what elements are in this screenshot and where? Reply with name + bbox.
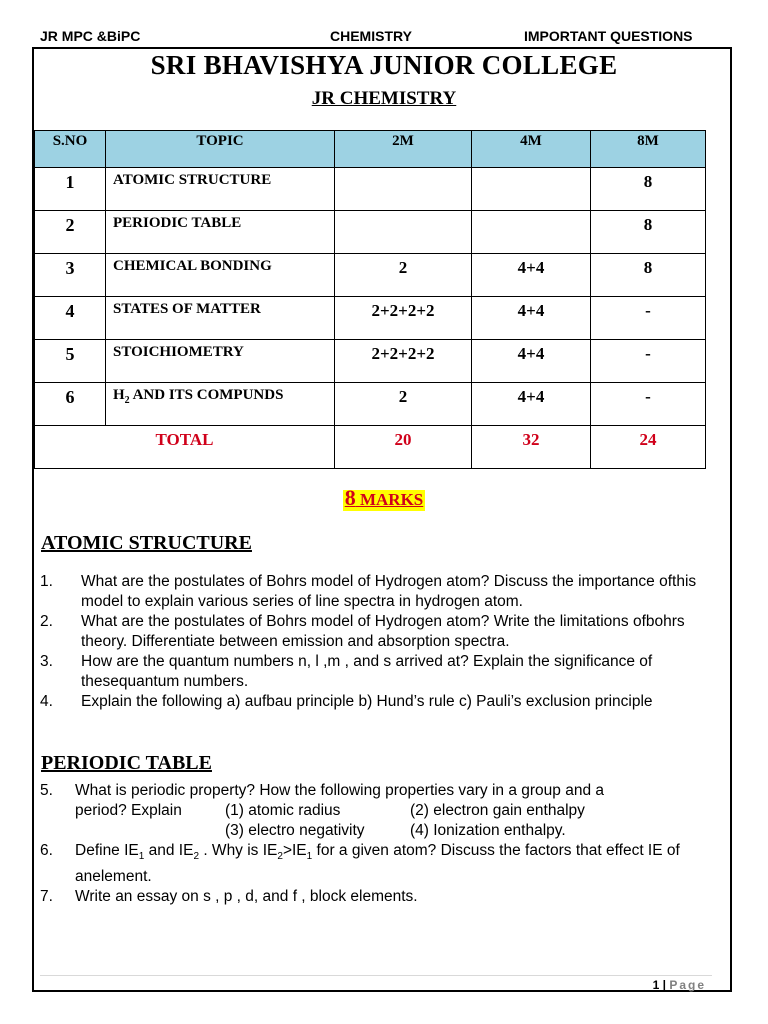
list-item [40, 572, 710, 612]
list-item [40, 612, 710, 652]
col-header-sno: S.NO [35, 131, 106, 168]
option-spacer [75, 821, 225, 841]
row-4m: 4+4 [472, 340, 591, 383]
row-topic: STOICHIOMETRY [106, 340, 335, 383]
row-2m: 2+2+2+2 [335, 297, 472, 340]
marks-number: 8 [344, 485, 356, 510]
total-4m: 32 [472, 426, 591, 469]
header-left: JR MPC &BiPC [40, 28, 141, 44]
row-8m: - [591, 383, 706, 426]
table-row [35, 168, 706, 211]
subscript: 1 [306, 851, 313, 863]
question-number: 1. [40, 573, 53, 590]
row-2m: 2 [335, 383, 472, 426]
row-8m: - [591, 340, 706, 383]
option-electro-negativity: (3) electro negativity [225, 822, 365, 839]
total-row [35, 426, 706, 469]
question-text: What are the postulates of Bohrs model of Hydrogen atom? Discuss the importance ofthis model to explain various series of line spectra in hydrogen atom. [81, 573, 697, 610]
marks-section-heading [0, 485, 768, 511]
row-4m: 4+4 [472, 297, 591, 340]
row-2m [335, 211, 472, 254]
question-text-c: . Why is IE [199, 842, 278, 859]
list-item [40, 692, 710, 712]
topic-subscript: 2 [124, 395, 130, 406]
header-right: IMPORTANT QUESTIONS [524, 28, 693, 44]
row-4m [472, 168, 591, 211]
row-topic: STATES OF MATTER [106, 297, 335, 340]
college-title: SRI BHAVISHYA JUNIOR COLLEGE [150, 50, 618, 80]
col-header-2m: 2M [335, 131, 472, 168]
row-8m: 8 [591, 168, 706, 211]
row-2m: 2+2+2+2 [335, 340, 472, 383]
header-center: CHEMISTRY [330, 28, 412, 44]
table-row [35, 297, 706, 340]
page-separator: | [659, 978, 670, 992]
question-text: Explain the following a) aufbau principle b) Hund’s rule c) Pauli’s exclusion principle [81, 693, 653, 710]
marks-distribution-table [34, 130, 706, 469]
row-2m [335, 168, 472, 211]
row-4m: 4+4 [472, 254, 591, 297]
question-text-b: and IE [144, 842, 194, 859]
question-lead: period? Explain [75, 802, 182, 819]
page-footer [653, 978, 706, 992]
marks-word: MARKS [355, 490, 424, 509]
question-number: 5. [40, 782, 53, 799]
row-sno: 6 [35, 383, 106, 426]
footer-divider [40, 975, 712, 976]
topic-rest: AND ITS COMPUNDS [129, 387, 284, 403]
option-ionization-enthalpy: (4) Ionization enthalpy. [410, 822, 566, 839]
periodic-table-heading: PERIODIC TABLE [41, 752, 212, 774]
page-word: Page [669, 978, 706, 992]
row-topic: PERIODIC TABLE [106, 211, 335, 254]
row-topic [106, 383, 335, 426]
total-label: TOTAL [35, 426, 335, 469]
option-electron-gain-enthalpy: (2) electron gain enthalpy [410, 802, 585, 819]
question-number: 7. [40, 888, 53, 906]
list-item [40, 841, 710, 887]
table-row [35, 383, 706, 426]
subject-subtitle [0, 88, 768, 110]
row-sno: 2 [35, 211, 106, 254]
col-header-8m: 8M [591, 131, 706, 168]
question-number: 2. [40, 613, 53, 630]
atomic-question-list [40, 572, 710, 712]
row-topic: ATOMIC STRUCTURE [106, 168, 335, 211]
row-sno: 5 [35, 340, 106, 383]
topic-prefix: H [113, 387, 125, 403]
question-number: 6. [40, 842, 53, 859]
table-row [35, 254, 706, 297]
row-2m: 2 [335, 254, 472, 297]
question-text-d: >IE [282, 842, 307, 859]
question-text: What is periodic property? How the following properties vary in a group and a [75, 782, 604, 799]
table-header-row [35, 131, 706, 168]
question-text: What are the postulates of Bohrs model of Hydrogen atom? Write the limitations ofbohrs theory. Differentiate between emission and absorption spectra. [81, 613, 685, 650]
question-text-e: for a given atom? Discuss the factors that effect IE of anelement. [75, 842, 680, 886]
page-number: 1 [652, 978, 660, 992]
question-options-row-2 [75, 821, 710, 841]
question-text-a: Define IE [75, 842, 139, 859]
list-item [40, 887, 710, 907]
total-2m: 20 [335, 426, 472, 469]
subscript: 2 [277, 851, 283, 863]
subscript: 1 [138, 851, 145, 863]
col-header-topic: TOPIC [106, 131, 335, 168]
row-sno: 4 [35, 297, 106, 340]
option-atomic-radius: (1) atomic radius [225, 802, 341, 819]
row-4m [472, 211, 591, 254]
total-8m: 24 [591, 426, 706, 469]
row-4m: 4+4 [472, 383, 591, 426]
question-number: 4. [40, 693, 53, 710]
row-8m: 8 [591, 254, 706, 297]
periodic-question-list [40, 781, 710, 907]
row-sno: 1 [35, 168, 106, 211]
question-text: How are the quantum numbers n, l ,m , and s arrived at? Explain the significance of thesequantum numbers. [81, 653, 653, 690]
subscript: 2 [193, 851, 200, 863]
question-options-row-1 [75, 801, 710, 821]
question-number: 3. [40, 653, 53, 670]
table-row [35, 340, 706, 383]
row-topic: CHEMICAL BONDING [106, 254, 335, 297]
row-8m: 8 [591, 211, 706, 254]
question-text: Write an essay on s , p , d, and f , block elements. [75, 888, 418, 906]
list-item [40, 652, 710, 692]
row-8m: - [591, 297, 706, 340]
marks-label [343, 485, 426, 511]
atomic-structure-heading: ATOMIC STRUCTURE [41, 532, 252, 554]
subtitle-text: JR CHEMISTRY [311, 88, 457, 109]
row-sno: 3 [35, 254, 106, 297]
list-item [40, 781, 710, 841]
table-row [35, 211, 706, 254]
col-header-4m: 4M [472, 131, 591, 168]
